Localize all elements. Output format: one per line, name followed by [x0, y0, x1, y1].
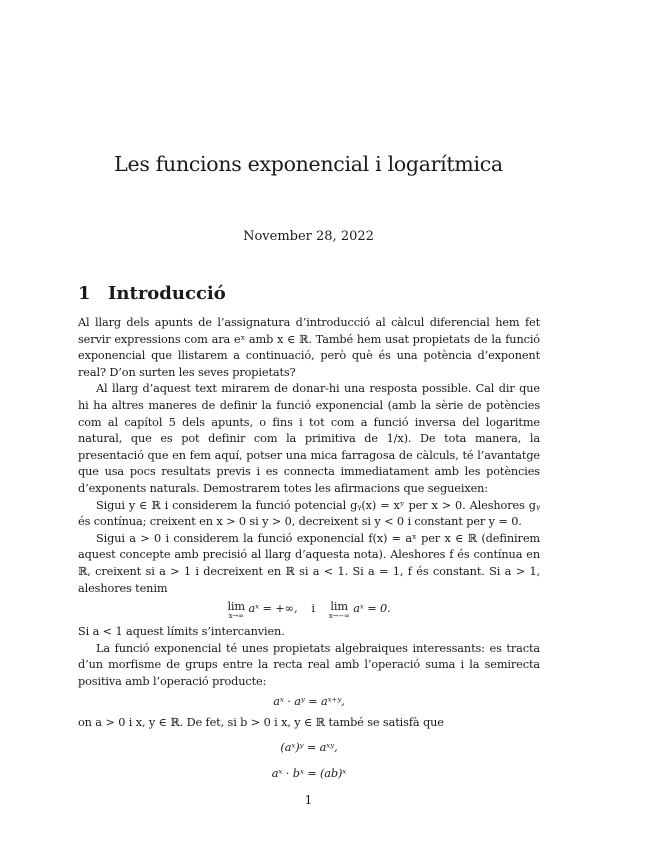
lim-subscript: x→∞: [228, 612, 244, 621]
paragraph-2: Al llarg d’aquest text mirarem de donar-hi una resposta possible. Cal dir que hi ha altres maneres de definir la funció exponencial (amb la sèrie de potències com al capítol 5 dels apunts, o fins i tot com a funció inversa del logaritme natural, que es pot definir com la primitiva de 1/x). De tota manera, la presentació que en fem aquí, potser una mica farragosa de càlculs, té l’avantatge que usa pocs resultats previs i es connecta immediatament amb les potències d’exponents naturals. Demostrarem totes les afirmacions que segueixen:: [78, 382, 540, 495]
paragraph-7: on a > 0 i x, y ∈ ℝ. De fet, si b > 0 i x, y ∈ ℝ també se satisfà que: [78, 716, 444, 730]
page-number: 1: [304, 793, 313, 807]
lim-subscript: x→−∞: [328, 612, 350, 621]
section-title: Introducció: [108, 283, 226, 304]
limit-operator: [227, 601, 245, 620]
section-number: 1: [78, 283, 91, 304]
power-equation: [78, 740, 540, 757]
paragraph-4: Sigui a > 0 i considerem la funció exponencial f(x) = aˣ per x ∈ ℝ (definirem aquest concepte amb precisió al llarg d’aquesta nota). Aleshores f és contínua en ℝ, creixent si a > 1 i decreixent en ℝ si a < 1. Si a = 1, f és constant. Si a > 1, aleshores tenim: [78, 531, 540, 595]
section-heading: [78, 283, 226, 304]
product-formula: aˣ · aʸ = aˣ⁺ʸ,: [273, 695, 345, 709]
document-title: Les funcions exponencial i logarítmica: [114, 152, 503, 176]
lim-label: lim: [330, 600, 349, 614]
product-equation: [78, 694, 540, 711]
section-body: [78, 315, 540, 787]
limit-operator: [329, 601, 350, 620]
limit-expression: aˣ = +∞,: [248, 602, 298, 616]
power-formula: (aˣ)ʸ = aˣʸ,: [280, 740, 338, 754]
paragraph-1: Al llarg dels apunts de l’assignatura d’introducció al càlcul diferencial hem fet servir expressions com ara eˣ amb x ∈ ℝ. També hem usat propietats de la funció exponencial que llistarem a continuació, però què és una potència d’exponent real? D’on surten les seves propietats?: [78, 316, 540, 379]
lim-label: lim: [227, 600, 246, 614]
conjunction: i: [311, 602, 315, 616]
multiplication-equation: [78, 766, 540, 783]
multiplication-formula: aˣ · bˣ = (ab)ˣ: [271, 767, 347, 781]
document-date: November 28, 2022: [243, 229, 374, 244]
limits-equation: [78, 601, 540, 620]
limit-expression: aˣ = 0.: [353, 602, 391, 616]
paragraph-5: Si a < 1 aquest límits s’intercanvien.: [78, 625, 285, 639]
paragraph-3: Sigui y ∈ ℝ i considerem la funció potencial gᵧ(x) = xʸ per x > 0. Aleshores gᵧ és contínua; creixent en x > 0 si y > 0, decreixent si y < 0 i constant per y = 0.: [78, 498, 540, 529]
paragraph-6: La funció exponencial té unes propietats algebraiques interessants: es tracta d’un morfisme de grups entre la recta real amb l’operació suma i la semirecta positiva amb l’operació producte:: [78, 641, 540, 688]
